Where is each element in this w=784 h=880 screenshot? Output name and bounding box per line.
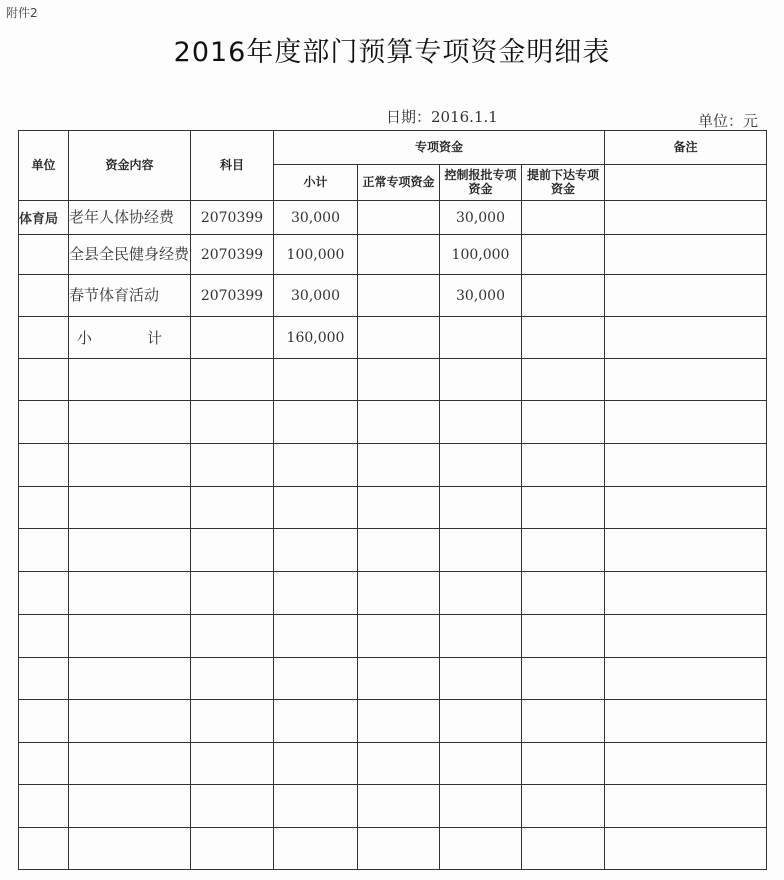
empty-cell (274, 401, 358, 444)
empty-cell (274, 444, 358, 487)
empty-cell (19, 572, 69, 615)
empty-cell (191, 828, 274, 870)
empty-row (19, 401, 767, 444)
empty-cell (19, 444, 69, 487)
empty-row (19, 615, 767, 658)
cell-content: 老年人体协经费 (69, 201, 191, 235)
empty-cell (522, 785, 605, 828)
empty-cell (358, 487, 440, 529)
empty-cell (440, 529, 522, 572)
cell-regular (358, 201, 440, 235)
empty-cell (191, 658, 274, 700)
empty-row (19, 572, 767, 615)
empty-row (19, 487, 767, 529)
empty-cell (19, 529, 69, 572)
cell-unit (19, 275, 69, 317)
empty-cell (358, 828, 440, 870)
header-content: 资金内容 (69, 131, 191, 201)
empty-cell (191, 401, 274, 444)
empty-cell (69, 700, 191, 743)
empty-cell (605, 700, 767, 743)
empty-cell (440, 359, 522, 401)
empty-cell (522, 615, 605, 658)
cell-advance (522, 275, 605, 317)
empty-cell (69, 572, 191, 615)
cell-controlled: 30,000 (440, 201, 522, 235)
empty-cell (69, 487, 191, 529)
empty-cell (274, 359, 358, 401)
empty-cell (358, 743, 440, 785)
empty-cell (19, 615, 69, 658)
subtotal-row (19, 317, 767, 359)
subtotal-amount: 160,000 (274, 317, 358, 359)
cell-remarks (605, 275, 767, 317)
empty-cell (440, 401, 522, 444)
empty-cell (191, 615, 274, 658)
empty-cell (358, 572, 440, 615)
cell-advance (522, 317, 605, 359)
empty-cell (191, 700, 274, 743)
header-subtotal: 小计 (274, 165, 358, 201)
header-remarks-sub (605, 165, 767, 201)
empty-cell (19, 359, 69, 401)
empty-cell (191, 785, 274, 828)
empty-cell (440, 785, 522, 828)
empty-cell (605, 487, 767, 529)
cell-regular (358, 275, 440, 317)
header-controlled: 控制报批专项资金 (440, 165, 522, 201)
empty-cell (19, 700, 69, 743)
empty-cell (605, 743, 767, 785)
cell-regular (358, 235, 440, 275)
empty-cell (522, 401, 605, 444)
empty-cell (19, 401, 69, 444)
empty-cell (19, 743, 69, 785)
empty-cell (69, 359, 191, 401)
empty-cell (440, 658, 522, 700)
empty-cell (440, 444, 522, 487)
empty-cell (358, 785, 440, 828)
empty-cell (522, 529, 605, 572)
empty-cell (19, 785, 69, 828)
empty-cell (522, 828, 605, 870)
cell-subject: 2070399 (191, 201, 274, 235)
page-title: 2016年度部门预算专项资金明细表 (173, 37, 611, 68)
empty-cell (522, 743, 605, 785)
cell-regular (358, 317, 440, 359)
cell-unit: 体育局 (19, 201, 69, 235)
empty-cell (358, 401, 440, 444)
empty-cell (19, 487, 69, 529)
empty-cell (274, 700, 358, 743)
cell-controlled: 100,000 (440, 235, 522, 275)
cell-content: 全县全民健身经费 (69, 235, 191, 275)
empty-cell (274, 529, 358, 572)
empty-cell (440, 615, 522, 658)
empty-cell (69, 658, 191, 700)
empty-row (19, 444, 767, 487)
cell-subject (191, 317, 274, 359)
empty-row (19, 529, 767, 572)
empty-cell (605, 572, 767, 615)
empty-row (19, 658, 767, 700)
cell-advance (522, 235, 605, 275)
empty-cell (69, 785, 191, 828)
cell-advance (522, 201, 605, 235)
cell-remarks (605, 201, 767, 235)
unit-line: 单位：元 (698, 112, 759, 130)
empty-cell (274, 572, 358, 615)
empty-cell (440, 572, 522, 615)
table-row (19, 275, 767, 317)
empty-row (19, 828, 767, 870)
empty-cell (605, 615, 767, 658)
header-unit: 单位 (19, 131, 69, 201)
empty-cell (605, 401, 767, 444)
empty-row (19, 743, 767, 785)
empty-row (19, 359, 767, 401)
header-remarks: 备注 (605, 131, 767, 165)
empty-cell (19, 658, 69, 700)
empty-cell (358, 359, 440, 401)
empty-cell (440, 743, 522, 785)
empty-cell (440, 828, 522, 870)
empty-row (19, 700, 767, 743)
empty-cell (274, 785, 358, 828)
empty-cell (274, 487, 358, 529)
empty-cell (69, 743, 191, 785)
empty-cell (358, 529, 440, 572)
subtotal-label: 小 计 (69, 317, 191, 359)
empty-cell (522, 487, 605, 529)
cell-subject: 2070399 (191, 235, 274, 275)
header-subject: 科目 (191, 131, 274, 201)
empty-cell (605, 529, 767, 572)
cell-controlled (440, 317, 522, 359)
empty-cell (191, 529, 274, 572)
cell-subtotal: 30,000 (274, 201, 358, 235)
empty-cell (69, 444, 191, 487)
header-special-funds: 专项资金 (274, 131, 605, 165)
empty-cell (274, 828, 358, 870)
empty-cell (440, 487, 522, 529)
table-row (19, 201, 767, 235)
cell-unit (19, 317, 69, 359)
empty-cell (440, 700, 522, 743)
empty-cell (358, 615, 440, 658)
empty-cell (191, 444, 274, 487)
empty-row (19, 785, 767, 828)
empty-cell (605, 658, 767, 700)
budget-table (18, 130, 767, 870)
empty-cell (522, 359, 605, 401)
empty-cell (605, 444, 767, 487)
attachment-label: 附件2 (6, 6, 38, 20)
empty-cell (191, 743, 274, 785)
empty-cell (274, 615, 358, 658)
empty-cell (358, 444, 440, 487)
empty-cell (522, 658, 605, 700)
empty-cell (69, 529, 191, 572)
header-advance: 提前下达专项资金 (522, 165, 605, 201)
cell-remarks (605, 317, 767, 359)
empty-cell (274, 743, 358, 785)
cell-subject: 2070399 (191, 275, 274, 317)
empty-cell (605, 785, 767, 828)
empty-cell (358, 700, 440, 743)
empty-cell (274, 658, 358, 700)
cell-content: 春节体育活动 (69, 275, 191, 317)
date-line: 日期：2016.1.1 (386, 108, 498, 126)
header-regular: 正常专项资金 (358, 165, 440, 201)
empty-cell (19, 828, 69, 870)
empty-cell (69, 615, 191, 658)
cell-subtotal: 100,000 (274, 235, 358, 275)
cell-controlled: 30,000 (440, 275, 522, 317)
table-row (19, 235, 767, 275)
empty-cell (605, 359, 767, 401)
empty-cell (69, 828, 191, 870)
cell-remarks (605, 235, 767, 275)
empty-cell (522, 572, 605, 615)
empty-cell (605, 828, 767, 870)
empty-rows (19, 359, 767, 870)
empty-cell (522, 444, 605, 487)
empty-cell (69, 401, 191, 444)
empty-cell (191, 572, 274, 615)
empty-cell (191, 487, 274, 529)
empty-cell (358, 658, 440, 700)
cell-subtotal: 30,000 (274, 275, 358, 317)
empty-cell (191, 359, 274, 401)
empty-cell (522, 700, 605, 743)
cell-unit (19, 235, 69, 275)
